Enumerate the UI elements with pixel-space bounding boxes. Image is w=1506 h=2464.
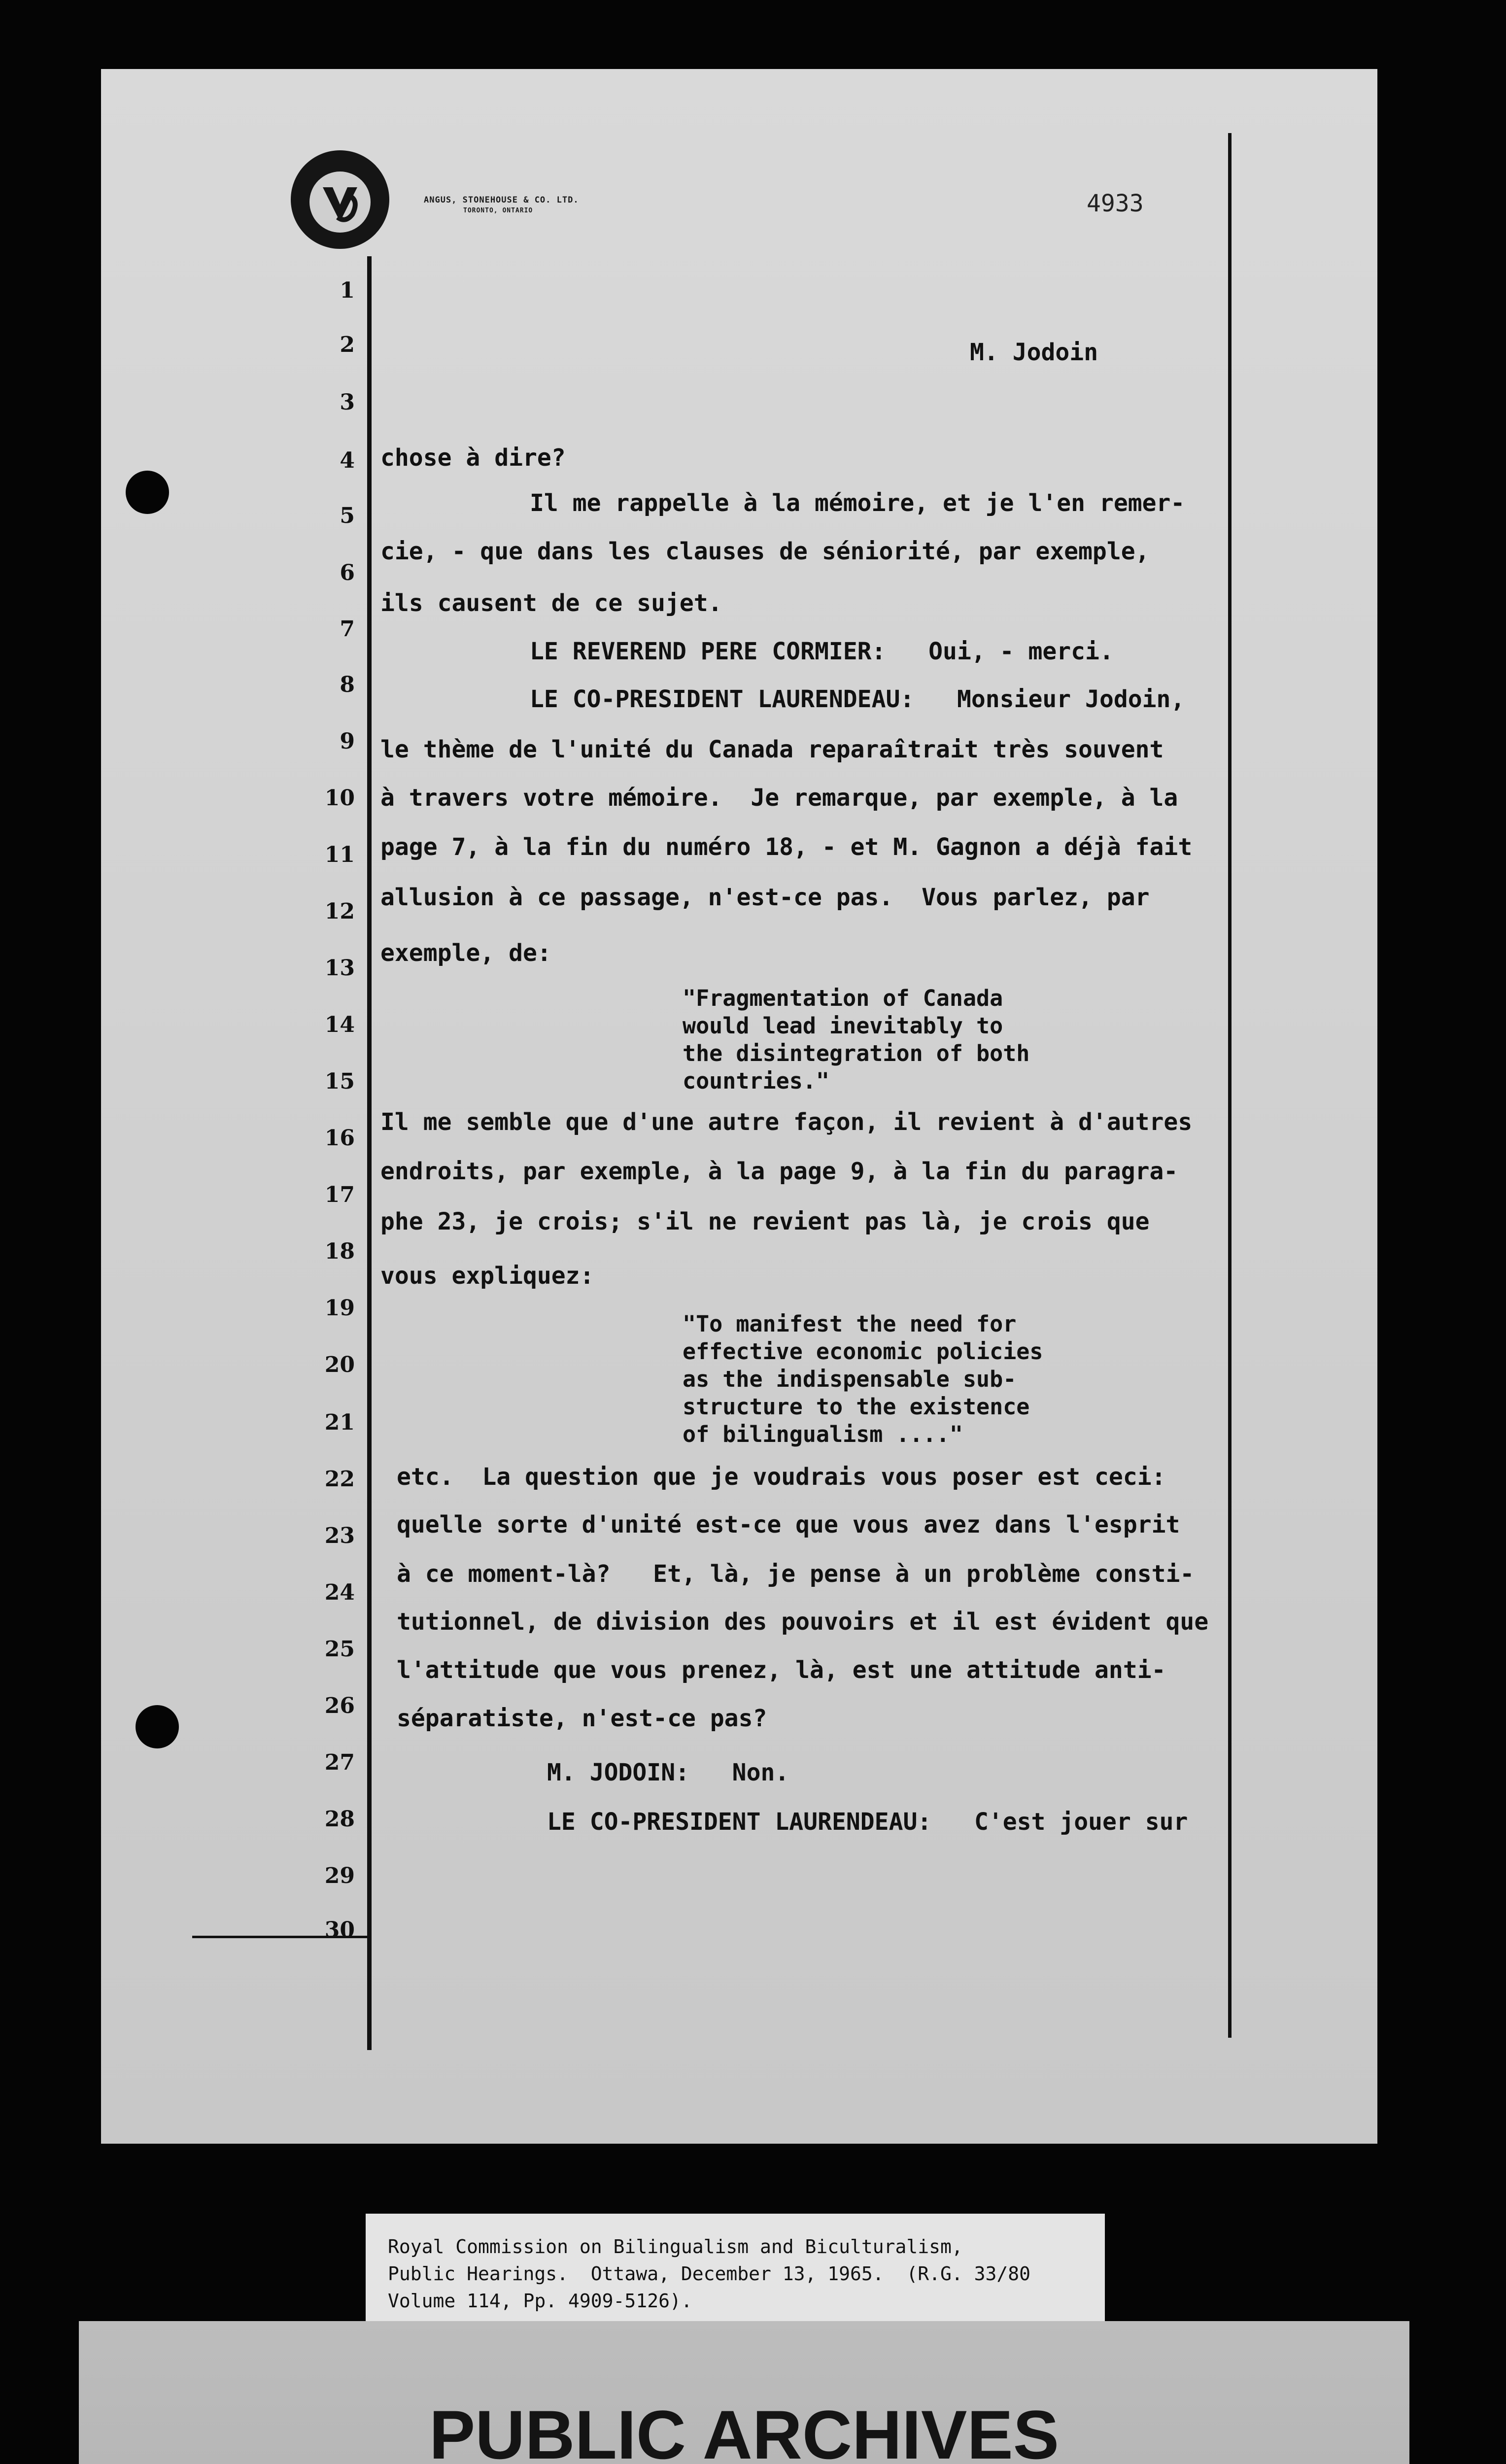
transcript-line: phe 23, je crois; s'il ne revient pas là, je crois que bbox=[380, 1208, 1150, 1235]
line-number: 9 bbox=[340, 729, 355, 754]
line-number: 26 bbox=[324, 1693, 355, 1718]
transcript-line: Il me rappelle à la mémoire, et je l'en remer- bbox=[530, 489, 1185, 517]
line-number: 7 bbox=[340, 616, 355, 642]
line-number: 1 bbox=[340, 278, 355, 303]
public-archives-stamp bbox=[79, 2321, 1409, 2464]
left-margin-rule bbox=[367, 256, 372, 2050]
line-number: 4 bbox=[340, 448, 355, 473]
transcript-line: vous expliquez: bbox=[380, 1262, 594, 1290]
transcript-line: chose à dire? bbox=[380, 444, 566, 472]
line-number: 29 bbox=[324, 1863, 355, 1888]
quote-line: structure to the existence bbox=[683, 1394, 1030, 1420]
transcript-line: M. JODOIN: Non. bbox=[547, 1759, 789, 1786]
publisher-name: ANGUS, STONEHOUSE & CO. LTD. bbox=[424, 195, 579, 205]
transcript-line: le thème de l'unité du Canada reparaîtrait très souvent bbox=[380, 736, 1164, 763]
quote-line: of bilingualism ...." bbox=[683, 1421, 963, 1447]
quote-line: as the indispensable sub- bbox=[683, 1366, 1017, 1392]
line-number: 23 bbox=[324, 1523, 355, 1548]
transcript-line: etc. La question que je voudrais vous poser est ceci: bbox=[397, 1463, 1166, 1491]
transcript-line: l'attitude que vous prenez, là, est une attitude anti- bbox=[397, 1656, 1166, 1684]
line-number: 19 bbox=[324, 1296, 355, 1321]
publisher-seal bbox=[288, 148, 392, 251]
caption-line: Royal Commission on Bilingualism and Biculturalism, bbox=[388, 2236, 963, 2258]
stamp-line-english: PUBLIC ARCHIVES bbox=[429, 2396, 1060, 2464]
transcript-line: cie, - que dans les clauses de séniorité, par exemple, bbox=[380, 538, 1150, 565]
line-number: 20 bbox=[324, 1352, 355, 1377]
line-number: 6 bbox=[340, 560, 355, 585]
transcript-line: ils causent de ce sujet. bbox=[380, 589, 722, 617]
line-number: 3 bbox=[340, 390, 355, 415]
line-number: 25 bbox=[324, 1637, 355, 1662]
transcript-line: allusion à ce passage, n'est-ce pas. Vous parlez, par bbox=[380, 884, 1150, 911]
transcript-line: endroits, par exemple, à la page 9, à la fin du paragra- bbox=[380, 1158, 1178, 1185]
line-number: 5 bbox=[340, 503, 355, 528]
punch-hole-bottom bbox=[136, 1705, 179, 1748]
punch-hole-top bbox=[126, 471, 169, 514]
line-number: 2 bbox=[340, 332, 355, 357]
line-number: 10 bbox=[324, 786, 355, 811]
speaker-header: M. Jodoin bbox=[970, 339, 1098, 366]
quote-line: effective economic policies bbox=[683, 1338, 1043, 1365]
transcript-line: Il me semble que d'une autre façon, il revient à d'autres bbox=[380, 1108, 1193, 1136]
right-margin-rule bbox=[1228, 133, 1232, 2038]
archival-caption bbox=[366, 2214, 1105, 2327]
line-number: 22 bbox=[324, 1467, 355, 1492]
quote-line: "Fragmentation of Canada bbox=[683, 985, 1003, 1011]
line-number: 13 bbox=[324, 956, 355, 981]
caption-line: Public Hearings. Ottawa, December 13, 1965. (R.G. 33/80 bbox=[388, 2263, 1031, 2285]
line-number: 16 bbox=[324, 1126, 355, 1151]
quote-line: "To manifest the need for bbox=[683, 1311, 1017, 1337]
publisher-city: TORONTO, ONTARIO bbox=[463, 207, 533, 214]
caption-line: Volume 114, Pp. 4909-5126). bbox=[388, 2290, 692, 2312]
line-number: 17 bbox=[324, 1182, 355, 1207]
line-number: 15 bbox=[324, 1069, 355, 1094]
transcript-line: LE REVEREND PERE CORMIER: Oui, - merci. bbox=[530, 638, 1114, 665]
quote-line: countries." bbox=[683, 1068, 830, 1094]
line-number: 24 bbox=[324, 1580, 355, 1605]
line-number: 27 bbox=[324, 1750, 355, 1775]
transcript-line: exemple, de: bbox=[380, 939, 551, 967]
quote-line: the disintegration of both bbox=[683, 1040, 1030, 1066]
transcript-line: page 7, à la fin du numéro 18, - et M. Gagnon a déjà fait bbox=[380, 833, 1193, 861]
transcript-line: tutionnel, de division des pouvoirs et il est évident que bbox=[397, 1608, 1209, 1636]
transcript-line: LE CO-PRESIDENT LAURENDEAU: Monsieur Jodoin, bbox=[530, 685, 1185, 713]
transcript-line: quelle sorte d'unité est-ce que vous avez dans l'esprit bbox=[397, 1511, 1180, 1539]
line-number: 12 bbox=[324, 899, 355, 924]
line-number: 11 bbox=[324, 842, 355, 867]
line-number: 18 bbox=[324, 1239, 355, 1264]
transcript-line: à ce moment-là? Et, là, je pense à un problème consti- bbox=[397, 1560, 1195, 1588]
line-number: 8 bbox=[340, 672, 355, 697]
page-number: 4933 bbox=[1087, 190, 1144, 217]
line-number: 30 bbox=[324, 1917, 355, 1943]
line-number: 21 bbox=[324, 1410, 355, 1435]
transcript-line: séparatiste, n'est-ce pas? bbox=[397, 1705, 767, 1732]
line-number: 14 bbox=[324, 1012, 355, 1037]
publisher-imprint bbox=[424, 195, 579, 216]
transcript-line: à travers votre mémoire. Je remarque, par exemple, à la bbox=[380, 784, 1178, 812]
line-number: 28 bbox=[324, 1807, 355, 1832]
transcript-line: LE CO-PRESIDENT LAURENDEAU: C'est jouer sur bbox=[547, 1808, 1188, 1836]
quote-line: would lead inevitably to bbox=[683, 1013, 1003, 1039]
